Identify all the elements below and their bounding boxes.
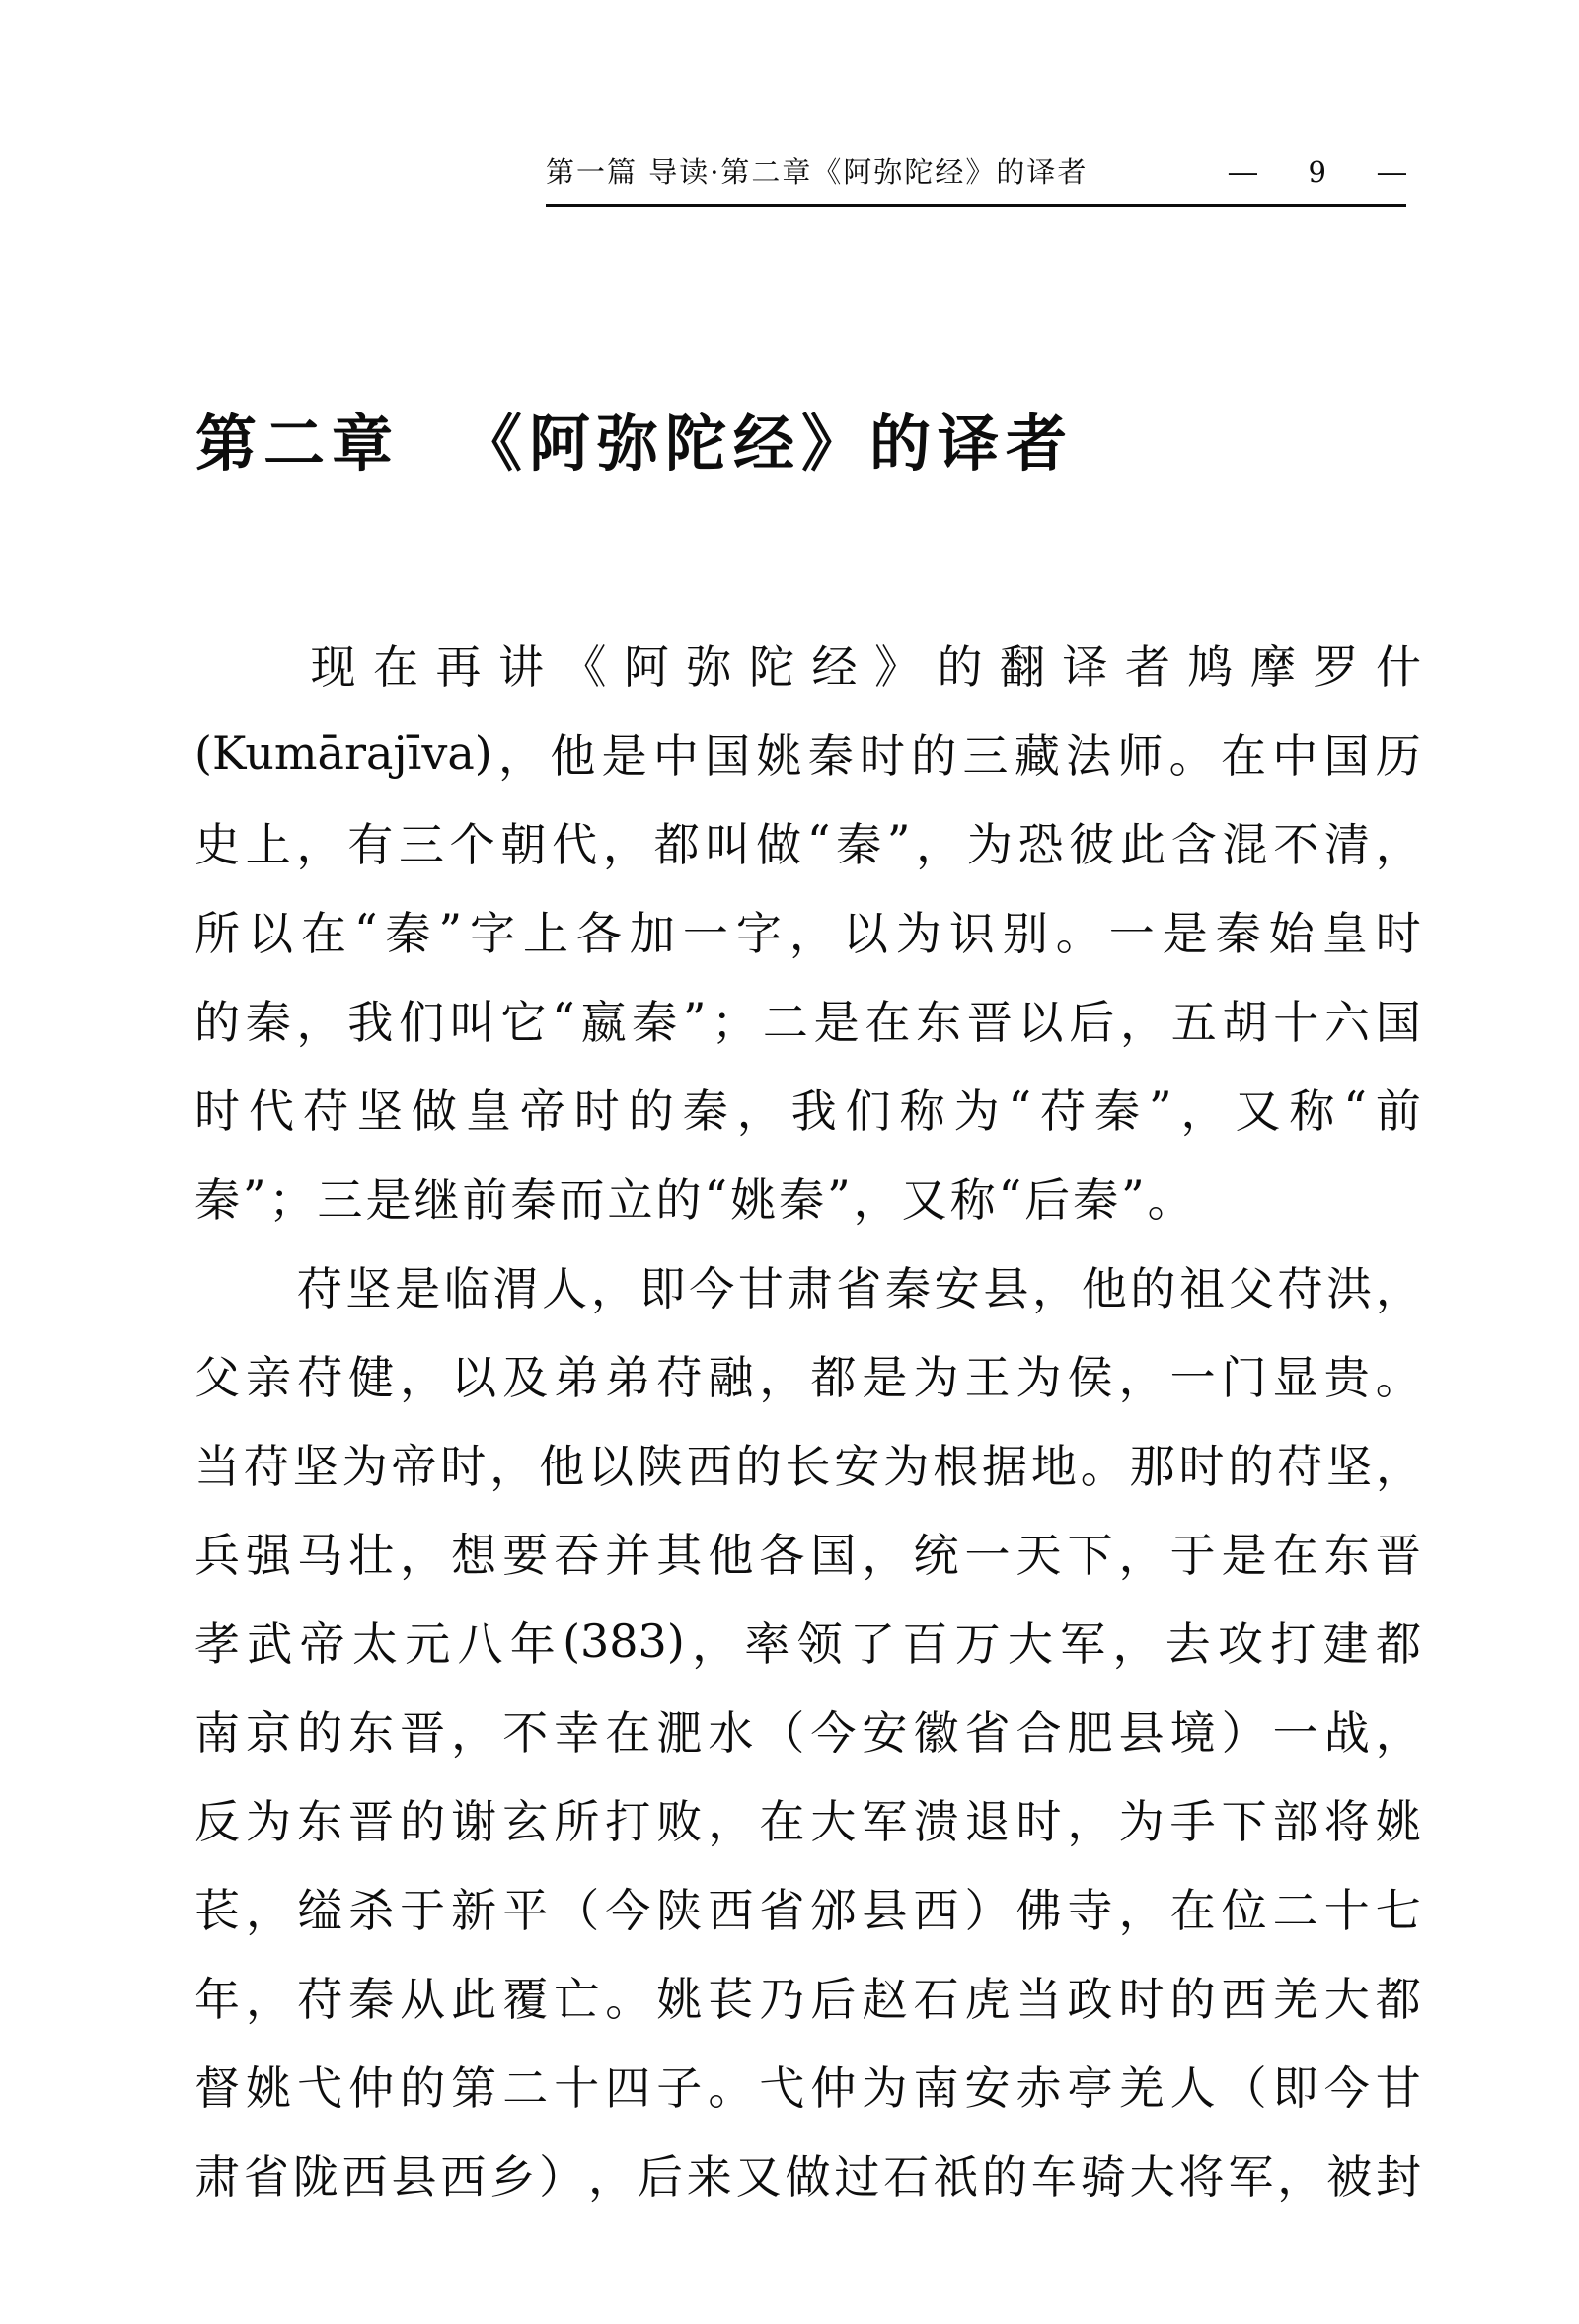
chapter-name: 《阿弥陀经》的译者: [461, 408, 1075, 480]
page-number: 9: [1308, 155, 1326, 188]
page-number-dash-right: —: [1376, 155, 1408, 188]
body-text: [194, 620, 1421, 2218]
text-line-p1-l1: 现 在 再 讲 《 阿 弥 陀 经 》 的 翻 译 者 鸠 摩 罗 什: [310, 640, 1421, 694]
running-header: [546, 150, 1406, 207]
text-line-p1-l6: 时 代 苻 坚 做 皇 帝 时 的 秦 ， 我 们 称 为 “ 苻 秦 ” ， 又 称 “ 前: [194, 1082, 1421, 1138]
text-line-p1-l2: (Kumārajīva) ， 他 是 中 国 姚 秦 时 的 三 藏 法 师 。 在 中 国 历: [194, 726, 1421, 783]
chapter-title: [195, 395, 1074, 483]
text-line-p2-l4: 兵 强 马 壮 ， 想 要 吞 并 其 他 各 国 ， 统 一 天 下 ， 于 是 在 东 晋: [194, 1529, 1421, 1582]
text-line-p1-l5: 的 秦 ， 我 们 叫 它 “ 嬴 秦 ” ； 二 是 在 东 晋 以 后 ， 五 胡 十 六 国: [194, 993, 1421, 1049]
text-line-p1-l3: 史 上 ， 有 三 个 朝 代 ， 都 叫 做 “ 秦 ” ， 为 恐 彼 此 含 混 不 清 ，: [194, 815, 1421, 871]
text-line-p2-l8: 苌 ， 缢 杀 于 新 平 （ 今 陕 西 省 邠 县 西 ） 佛 寺 ， 在 位 二 十 七: [194, 1884, 1421, 1937]
text-line-p2-l1: 苻 坚 是 临 渭 人 ， 即 今 甘 肃 省 秦 安 县 ， 他 的 祖 父 苻 洪 ，: [296, 1262, 1421, 1315]
text-line-p2-l9: 年 ， 苻 秦 从 此 覆 亡 。 姚 苌 乃 后 赵 石 虎 当 政 时 的 西 羌 大 都: [194, 1973, 1421, 2026]
text-line-p2-l2: 父 亲 苻 健 ， 以 及 弟 弟 苻 融 ， 都 是 为 王 为 侯 ， 一 门 显 贵 。: [194, 1351, 1421, 1404]
text-line-p2-l11: 肃 省 陇 西 县 西 乡 ） ， 后 来 又 做 过 石 祇 的 车 骑 大 将 军 ， 被 封: [194, 2150, 1421, 2204]
text-line-p1-l4: 所 以 在 “ 秦 ” 字 上 各 加 一 字 ， 以 为 识 别 。 一 是 秦 始 皇 时: [194, 904, 1421, 960]
page-number-dash-left: —: [1227, 155, 1258, 188]
text-line-p2-l3: 当 苻 坚 为 帝 时 ， 他 以 陕 西 的 长 安 为 根 据 地 。 那 时 的 苻 坚 ，: [194, 1440, 1421, 1493]
text-line-p1-l7: 秦 ” ； 三 是 继 前 秦 而 立 的 “ 姚 秦 ” ， 又 称 “ 后 秦 ” 。: [194, 1170, 1193, 1227]
text-line-p2-l10: 督 姚 弋 仲 的 第 二 十 四 子 。 弋 仲 为 南 安 赤 亭 羌 人 （ 即 今 甘: [194, 2062, 1421, 2115]
page-number-group: [1229, 155, 1406, 188]
text-line-p2-l5: 孝 武 帝 太 元 八 年 (383) ， 率 领 了 百 万 大 军 ， 去 攻 打 建 都: [194, 1614, 1421, 1671]
text-line-p2-l7: 反 为 东 晋 的 谢 玄 所 打 败 ， 在 大 军 溃 退 时 ， 为 手 下 部 将 姚: [194, 1795, 1421, 1848]
chapter-number: 第二章: [195, 408, 401, 480]
running-header-text: 第一篇 导读·第二章《阿弥陀经》的译者: [546, 155, 1089, 188]
text-line-p2-l6: 南 京 的 东 晋 ， 不 幸 在 淝 水 （ 今 安 徽 省 合 肥 县 境 ） 一 战 ，: [194, 1706, 1421, 1760]
